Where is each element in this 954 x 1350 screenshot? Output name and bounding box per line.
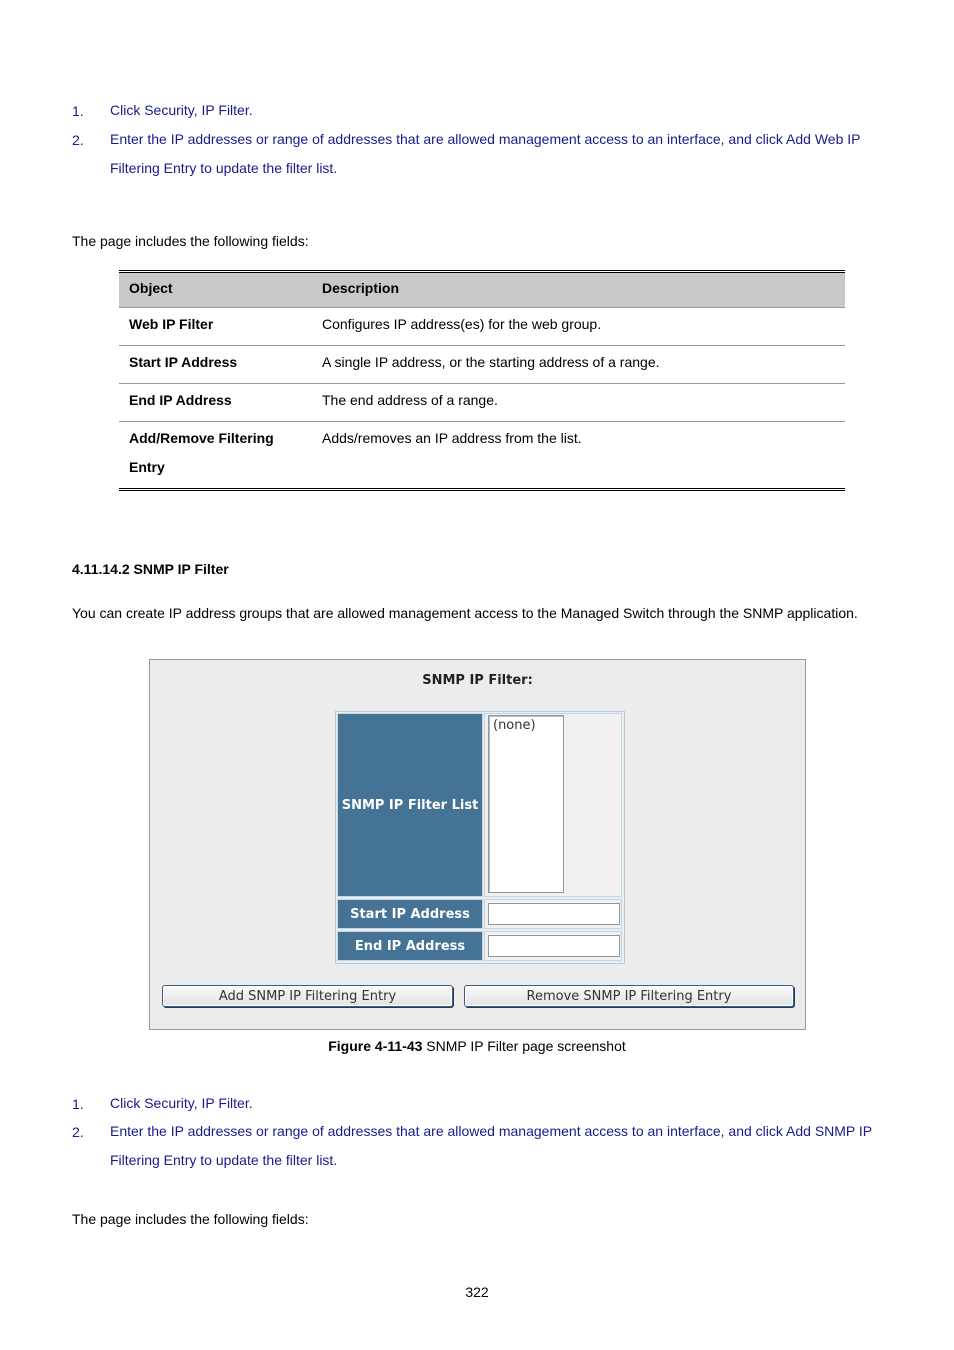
fields-table [119,270,845,491]
table-row [119,384,845,422]
filter-list-box[interactable]: (none) [488,715,564,893]
end-ip-label: End IP Address [337,931,483,961]
step-text: Click Security, IP Filter. [110,102,253,118]
filter-form-grid [335,711,625,964]
fields-intro: The page includes the following fields: [72,233,309,249]
description-cell: Adds/removes an IP address from the list. [322,430,582,446]
table-row [119,308,845,346]
step-text: Enter the IP addresses or range of addresses that are allowed management access to an interface, and click Add Web IP Filtering Entry to update the filter list. [110,131,861,176]
step-number: 2. [72,132,84,148]
step-text: Click Security, IP Filter. [110,1095,253,1111]
caption-label: Figure 4-11-43 [328,1038,423,1054]
remove-snmp-filter-button[interactable]: Remove SNMP IP Filtering Entry [464,985,794,1007]
object-cell: Web IP Filter [129,316,214,332]
page-number: 322 [465,1284,489,1300]
section-intro: You can create IP address groups that are allowed management access to the Managed Switch through the SNMP application. [72,605,858,621]
end-ip-input[interactable] [488,935,620,957]
caption-text: SNMP IP Filter page screenshot [422,1038,626,1054]
figure-caption [0,1038,954,1054]
header-description: Description [322,280,400,296]
snmp-ip-filter-screenshot [149,659,806,1030]
step-text: Enter the IP addresses or range of addresses that are allowed management access to an interface, and click Add SNMP IP Filtering Entry to update the filter list. [110,1123,872,1168]
fields-intro: The page includes the following fields: [72,1211,309,1227]
section-heading: 4.11.14.2 SNMP IP Filter [72,561,229,577]
description-cell: The end address of a range. [322,392,498,408]
object-cell: Start IP Address [129,354,238,370]
object-cell: End IP Address [129,392,232,408]
object-cell: Add/Remove Filtering Entry [129,430,274,475]
step-number: 1. [72,103,84,119]
step-number: 1. [72,1096,84,1112]
add-snmp-filter-button[interactable]: Add SNMP IP Filtering Entry [162,985,453,1007]
description-cell: Configures IP address(es) for the web group. [322,316,602,332]
table-header-row [119,273,845,308]
start-ip-label: Start IP Address [337,899,483,929]
table-row [119,346,845,384]
filter-list-label: SNMP IP Filter List [337,713,483,897]
start-ip-input[interactable] [488,903,620,925]
panel-title: SNMP IP Filter: [422,673,533,688]
header-object: Object [129,280,173,296]
description-cell: A single IP address, or the starting address of a range. [322,354,660,370]
step-number: 2. [72,1124,84,1140]
table-row [119,422,845,488]
